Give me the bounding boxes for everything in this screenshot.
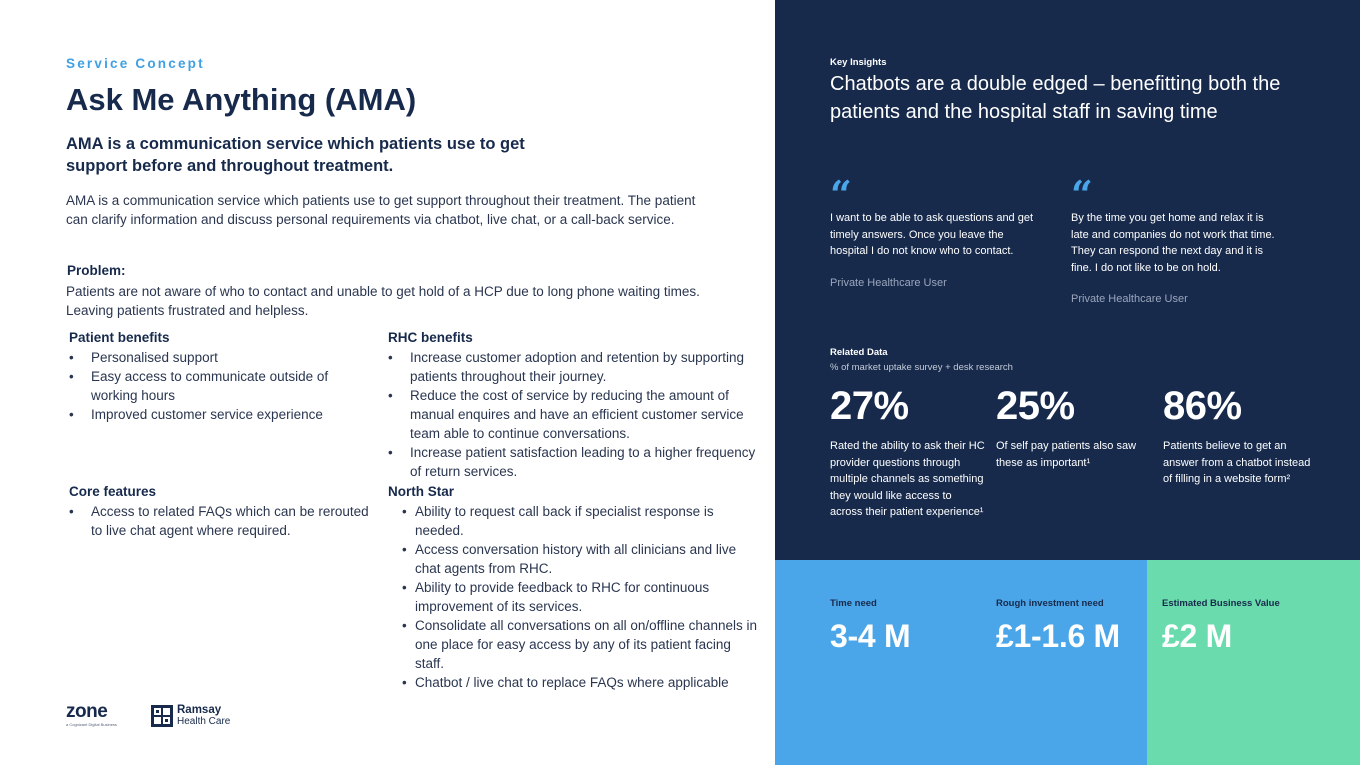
problem-label: Problem: <box>67 263 126 278</box>
list-item: • Access conversation history with all clinicians and live chat agents from RHC. <box>401 540 761 578</box>
quote-source: Private Healthcare User <box>1071 293 1188 305</box>
list-item: • Consolidate all conversations on all on/offline channels in one place for easy access by any of its patient facing staff. <box>401 616 761 673</box>
investment-metrics-box <box>775 560 1147 765</box>
quote-text: I want to be able to ask questions and get timely answers. Once you leave the hospital I do not know who to contact. <box>830 212 1034 257</box>
core-features-heading: Core features <box>69 484 157 499</box>
list-item: • Improved customer service experience <box>68 405 368 424</box>
metric-business-value <box>1162 598 1280 655</box>
key-insights-heading: Chatbots are a double edged – benefitting both the patients and the hospital staff in saving time <box>830 73 1281 123</box>
stat-value: 27% <box>830 384 909 428</box>
insights-panel <box>775 0 1360 560</box>
list-item: • Chatbot / live chat to replace FAQs where applicable <box>401 673 761 692</box>
rhc-benefits-list <box>387 348 759 481</box>
ramsay-logo-line1: Ramsay <box>177 704 222 716</box>
intro-paragraph: AMA is a communication service which patients use to get support throughout their treatment. The patient can clarify information and discuss personal requirements via chatbot, live chat, or a call-back service. <box>66 193 696 227</box>
metric-time-need <box>830 598 910 655</box>
eyebrow-label: Service Concept <box>66 56 205 71</box>
patient-benefits-list <box>68 348 368 424</box>
page-subtitle: AMA is a communication service which patients use to get support before and throughout treatment. <box>66 135 525 175</box>
page-title: Ask Me Anything (AMA) <box>66 82 417 117</box>
business-value-box <box>1147 560 1360 765</box>
stat-block <box>996 384 1151 471</box>
metric-label: Estimated Business Value <box>1162 598 1280 609</box>
metric-label: Time need <box>830 598 877 609</box>
metric-value: £2 M <box>1162 618 1232 654</box>
quote-card <box>1071 172 1276 305</box>
ramsay-logo-icon <box>151 705 173 727</box>
stat-block <box>830 384 985 521</box>
list-item: • Increase customer adoption and retention by supporting patients throughout their journey. <box>387 348 759 386</box>
stat-value: 86% <box>1163 384 1242 428</box>
stat-description: Rated the ability to ask their HC provider questions through multiple channels as something they would like access to across their patient experience¹ <box>830 440 985 518</box>
list-item: • Ability to provide feedback to RHC for continuous improvement of its services. <box>401 578 761 616</box>
stat-description: Of self pay patients also saw these as important¹ <box>996 440 1137 469</box>
list-item: • Reduce the cost of service by reducing the amount of manual enquires and have an efficient customer service team able to continue conversations. <box>387 386 759 443</box>
quote-text: By the time you get home and relax it is late and companies do not work that time. They can respond the next day and it is fine. I do not like to be on hold. <box>1071 212 1275 274</box>
zone-logo-subtext: a Cognizant Digital Business <box>66 722 117 727</box>
north-star-heading: North Star <box>388 484 455 499</box>
quote-source: Private Healthcare User <box>830 276 947 289</box>
stat-block <box>1163 384 1318 488</box>
metric-label: Rough investment need <box>996 598 1104 609</box>
metric-value: 3-4 M <box>830 618 911 654</box>
ramsay-logo-line2: Health Care <box>177 716 231 727</box>
stat-description: Patients believe to get an answer from a chatbot instead of filling in a website form² <box>1163 440 1311 485</box>
patient-benefits-heading: Patient benefits <box>69 330 170 345</box>
key-insights-label: Key Insights <box>830 57 887 68</box>
problem-text: Patients are not aware of who to contact and unable to get hold of a HCP due to long phone waiting times. Leaving patients frustrated and helpless. <box>66 284 700 318</box>
rhc-benefits-heading: RHC benefits <box>388 330 473 345</box>
zone-logo-text: zone <box>66 701 108 722</box>
related-data-subtitle: % of market uptake survey + desk research <box>830 362 1013 373</box>
ramsay-logo <box>151 704 230 727</box>
quote-card <box>830 172 1035 289</box>
metric-investment-need <box>996 598 1120 655</box>
quote-mark-icon: “ <box>830 172 852 217</box>
core-features-list <box>68 502 373 540</box>
quote-mark-icon: “ <box>1071 172 1093 217</box>
list-item: • Increase patient satisfaction leading to a higher frequency of return services. <box>387 443 759 481</box>
zone-logo <box>66 702 117 727</box>
north-star-list <box>401 502 761 692</box>
list-item: • Access to related FAQs which can be rerouted to live chat agent where required. <box>68 502 373 540</box>
list-item: • Personalised support <box>68 348 368 367</box>
metric-value: £1-1.6 M <box>996 618 1120 654</box>
stat-value: 25% <box>996 384 1075 428</box>
list-item: • Easy access to communicate outside of working hours <box>68 367 368 405</box>
related-data-label: Related Data <box>830 347 888 358</box>
list-item: • Ability to request call back if specialist response is needed. <box>401 502 761 540</box>
